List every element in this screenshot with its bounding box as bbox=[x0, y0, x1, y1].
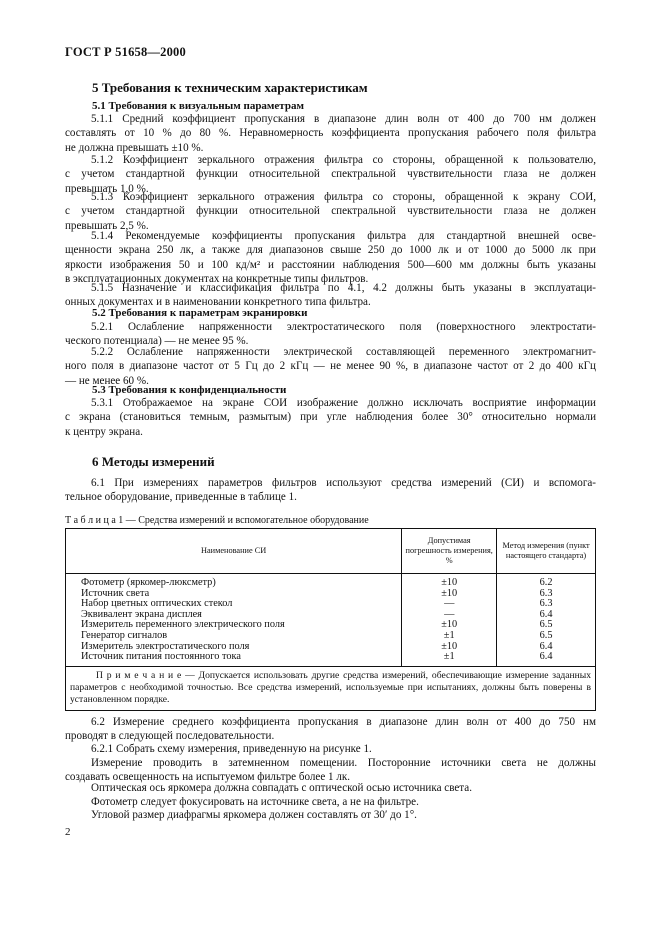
table-row bbox=[66, 574, 596, 589]
text-line: 5.1.4 Рекомендуемые коэффициенты пропускания фильтра для стандартной внешней осве- bbox=[91, 230, 596, 242]
text-line: 6.2 Измерение среднего коэффициента пропускания в диапазоне длин волн от 400 до 750 нм bbox=[91, 716, 596, 728]
page-number: 2 bbox=[65, 826, 71, 838]
text-line: в эксплуатационных документах на конкретные типы фильтров. bbox=[65, 272, 369, 285]
paragraph-5-1-1 bbox=[65, 112, 596, 155]
text-line: не должна превышать ±10 %. bbox=[65, 141, 204, 154]
table-cell: 6.5 bbox=[497, 631, 596, 642]
paragraph-6-1 bbox=[65, 476, 596, 505]
text-line: Фотометр следует фокусировать на источнике света, а не на фильтре. bbox=[91, 796, 419, 808]
table-cell: Эквивалент экрана дисплея bbox=[66, 610, 402, 621]
text-line: с учетом стандартной функции относительной спектральной чувствительности глаза не должен bbox=[65, 205, 596, 218]
table-cell: ±10 bbox=[402, 574, 497, 589]
text-line: тельное оборудование, приведенные в таблице 1. bbox=[65, 491, 297, 504]
paragraph-5-3-1 bbox=[65, 396, 596, 439]
table-cell: 6.5 bbox=[497, 620, 596, 631]
section-6-title: 6 Методы измерений bbox=[92, 454, 215, 469]
text-line: 5.1.2 Коэффициент зеркального отражения фильтра со стороны, обращенной к пользователю, bbox=[91, 154, 596, 166]
table-cell: ±1 bbox=[402, 652, 497, 666]
table-cell: ±10 bbox=[402, 620, 497, 631]
text-line: 5.1.1 Средний коэффициент пропускания в диапазоне длин волн от 400 до 700 нм должен bbox=[91, 113, 596, 125]
paragraph-optical-axis bbox=[65, 781, 596, 795]
text-line: составлять от 10 % до 80 %. Неравномерность коэффициента пропускания рабочего поля фильтра bbox=[65, 127, 596, 140]
text-line: 6.2.1 Собрать схему измерения, приведенную на рисунке 1. bbox=[91, 743, 372, 755]
paragraph-6-2-1 bbox=[65, 742, 596, 756]
text-line: яркости изображения 50 и 100 кд/м² и расстоянии наблюдения 500—600 мм должны быть указаны bbox=[65, 258, 596, 271]
table-row bbox=[66, 631, 596, 642]
text-line: 6.1 При измерениях параметров фильтров используют средства измерений (СИ) и вспомога- bbox=[91, 477, 596, 489]
table-cell: Источник света bbox=[66, 589, 402, 600]
table-cell: ±10 bbox=[402, 642, 497, 653]
table-cell: Источник питания постоянного тока bbox=[66, 652, 402, 666]
text-line: 5.2.2 Ослабление напряженности электрической составляющей переменного электромагнит- bbox=[91, 346, 596, 358]
text-line: 5.2.1 Ослабление напряженности электростатического поля (поверхностного электростати- bbox=[91, 321, 596, 333]
table-header-row bbox=[66, 529, 596, 574]
text-line: ческого потенциала) — не менее 95 %. bbox=[65, 335, 249, 348]
table-header-cell: Допустимая погрешность измерения, % bbox=[402, 529, 497, 574]
paragraph-aperture-angle bbox=[65, 808, 596, 822]
table-cell: 6.4 bbox=[497, 652, 596, 666]
text-line: с экрана (становиться темным, размытым) при угле наблюдения более 30° относительно нормали bbox=[65, 411, 596, 424]
text-line: 5.1.5 Назначение и классификация фильтра по 4.1, 4.2 должны быть указаны в эксплуатаци- bbox=[91, 282, 596, 294]
table-cell: ±1 bbox=[402, 631, 497, 642]
text-line: щенности экрана 250 лк, а также для диапазонов свыше 250 до 1000 лк и от 1000 до 5000 лк при bbox=[65, 244, 596, 257]
text-line: 5.3.1 Отображаемое на экране СОИ изображение должно исключать восприятие информации bbox=[91, 397, 596, 409]
table-cell: 6.2 bbox=[497, 574, 596, 589]
table-cell: Набор цветных оптических стекол bbox=[66, 599, 402, 610]
document-header: ГОСТ Р 51658—2000 bbox=[65, 45, 186, 59]
table-cell: — bbox=[402, 610, 497, 621]
paragraph-5-1-3 bbox=[65, 190, 596, 233]
table-header-cell: Метод измерения (пункт настоящего стандарта) bbox=[497, 529, 596, 574]
table-cell: Генератор сигналов bbox=[66, 631, 402, 642]
text-line: 5.1.3 Коэффициент зеркального отражения фильтра со стороны, обращенной к экрану СОИ, bbox=[91, 191, 596, 203]
table-note-row bbox=[66, 666, 596, 710]
text-line: ного поля в диапазоне частот от 5 Гц до 2 кГц — не менее 90 %, в диапазоне частот от 2 до 400 кГц bbox=[65, 360, 596, 373]
subsection-5-2-title: 5.2 Требования к параметрам экранировки bbox=[92, 307, 308, 319]
table-caption: Т а б л и ц а 1 — Средства измерений и вспомогательное оборудование bbox=[65, 515, 369, 526]
table-row bbox=[66, 652, 596, 666]
table-cell: ±10 bbox=[402, 589, 497, 600]
instruments-table bbox=[65, 528, 596, 711]
table-cell: 6.3 bbox=[497, 589, 596, 600]
text-line: проводят в следующей последовательности. bbox=[65, 730, 275, 743]
text-line: Угловой размер диафрагмы яркомера должен составлять от 30′ до 1°. bbox=[91, 809, 417, 821]
paragraph-5-1-4 bbox=[65, 229, 596, 286]
table-cell: 6.3 bbox=[497, 599, 596, 610]
text-line: онных документах и в наименовании конкретного типа фильтра. bbox=[65, 296, 371, 309]
table-cell: 6.4 bbox=[497, 610, 596, 621]
text-line: — не менее 60 %. bbox=[65, 374, 149, 387]
table-cell: Фотометр (яркомер-люксметр) bbox=[66, 574, 402, 589]
table-header-cell: Наименование СИ bbox=[66, 529, 402, 574]
text-line: создавать освещенность на испытуемом фильтре более 1 лк. bbox=[65, 771, 351, 784]
subsection-5-1-title: 5.1 Требования к визуальным параметрам bbox=[92, 100, 304, 112]
paragraph-5-2-2 bbox=[65, 345, 596, 388]
table-cell: 6.4 bbox=[497, 642, 596, 653]
text-line: Оптическая ось яркомера должна совпадать с оптической осью источника света. bbox=[91, 782, 472, 794]
table-cell: — bbox=[402, 599, 497, 610]
text-line: Измерение проводить в затемненном помещении. Посторонние источники света не должны bbox=[91, 757, 596, 769]
text-line: к центру экрана. bbox=[65, 425, 143, 438]
paragraph-5-1-5 bbox=[65, 281, 596, 310]
subsection-5-3-title: 5.3 Требования к конфиденциальности bbox=[92, 384, 287, 396]
text-line: с учетом стандартной функции относительной спектральной чувствительности глаза не должен bbox=[65, 168, 596, 181]
table-cell: Измеритель переменного электрического поля bbox=[66, 620, 402, 631]
table-cell: Измеритель электростатического поля bbox=[66, 642, 402, 653]
table-note: П р и м е ч а н и е — Допускается использовать другие средства измерений, обеспечивающие измерение заданных параметров с необходимой точностью. Все средства измерений, используемые при испытаниях, должны быть поверены в установленном порядке. bbox=[66, 666, 596, 710]
text-line: превышать 2,5 %. bbox=[65, 219, 149, 232]
paragraph-6-2 bbox=[65, 715, 596, 744]
section-5-title: 5 Требования к техническим характеристикам bbox=[92, 80, 368, 95]
text-line: превышать 1,0 %. bbox=[65, 182, 149, 195]
